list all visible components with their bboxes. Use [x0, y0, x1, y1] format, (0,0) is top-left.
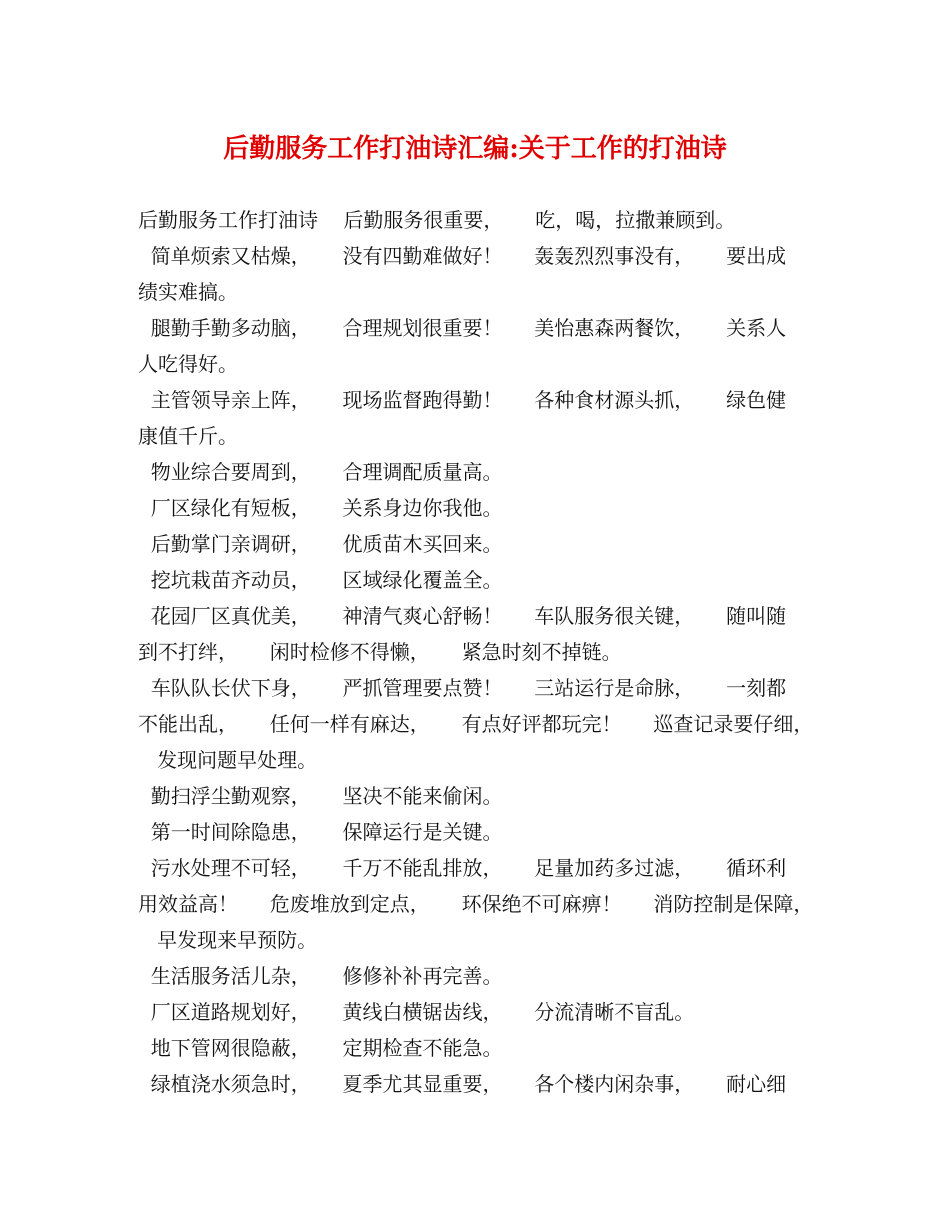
- document-title: 后勤服务工作打油诗汇编:关于工作的打油诗: [223, 134, 727, 164]
- text-line: 用效益高！ 危废堆放到定点， 环保绝不可麻痹！ 消防控制是保障，: [138, 892, 814, 916]
- text-line: 发现问题早处理。: [138, 748, 318, 772]
- text-line: 生活服务活儿杂， 修修补补再完善。: [138, 964, 503, 988]
- text-line: 车队队长伏下身， 严抓管理要点赞！ 三站运行是命脉， 一刻都: [138, 676, 787, 700]
- text-line: 康值千斤。: [138, 424, 238, 448]
- text-line: 勤扫浮尘勤观察， 坚决不能来偷闲。: [138, 784, 503, 808]
- text-line: 早发现来早预防。: [138, 928, 318, 952]
- text-line: 污水处理不可轻， 千万不能乱排放， 足量加药多过滤， 循环利: [138, 856, 787, 880]
- text-line: 第一时间除隐患， 保障运行是关键。: [138, 820, 503, 844]
- text-line: 绿植浇水须急时， 夏季尤其显重要， 各个楼内闲杂事， 耐心细: [138, 1072, 787, 1096]
- text-line: 厂区道路规划好， 黄线白横锯齿线， 分流清晰不盲乱。: [138, 1000, 695, 1024]
- text-line: 厂区绿化有短板， 关系身边你我他。: [138, 496, 503, 520]
- text-line: 后勤服务工作打油诗 后勤服务很重要， 吃，喝，拉撒兼顾到。: [138, 208, 736, 232]
- text-line: 人吃得好。: [138, 352, 238, 376]
- text-line: 简单烦索又枯燥， 没有四勤难做好！ 轰轰烈烈事没有， 要出成: [138, 244, 787, 268]
- text-line: 不能出乱， 任何一样有麻达， 有点好评都玩完！ 巡查记录要仔细，: [138, 712, 814, 736]
- text-line: 到不打绊， 闲时检修不得懒， 紧急时刻不掉链。: [138, 640, 622, 664]
- text-line: 主管领导亲上阵， 现场监督跑得勤！ 各种食材源头抓， 绿色健: [138, 388, 787, 412]
- text-line: 腿勤手勤多动脑， 合理规划很重要！ 美怡惠森两餐饮， 关系人: [138, 316, 787, 340]
- text-line: 物业综合要周到， 合理调配质量高。: [138, 460, 503, 484]
- text-line: 绩实难搞。: [138, 280, 238, 304]
- text-line: 后勤掌门亲调研， 优质苗木买回来。: [138, 532, 503, 556]
- text-line: 挖坑栽苗齐动员， 区域绿化覆盖全。: [138, 568, 503, 592]
- text-line: 地下管网很隐蔽， 定期检查不能急。: [138, 1036, 503, 1060]
- document-body: [138, 202, 828, 1102]
- text-line: 花园厂区真优美， 神清气爽心舒畅！ 车队服务很关键， 随叫随: [138, 604, 787, 628]
